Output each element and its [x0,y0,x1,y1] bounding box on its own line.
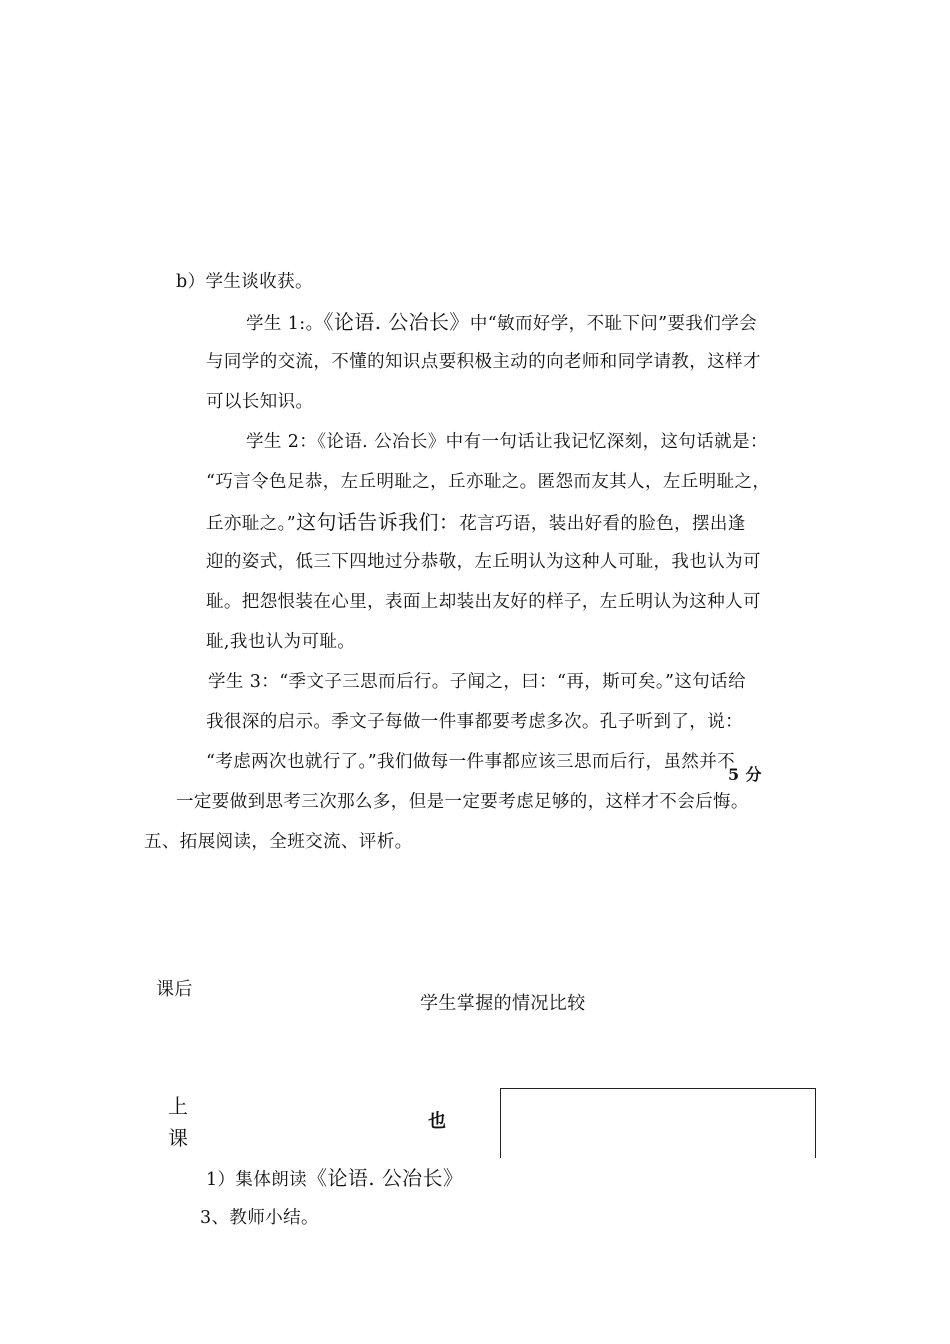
section-label: 课后 [156,979,193,1000]
table-cell-fragment: 也 [428,1111,447,1132]
side-label: 上 [168,1094,189,1118]
text-line [206,1166,463,1192]
text-line: 耻。把怨恨装在心里，表面上却装出友好的样子，左丘明认为这种人可 [206,592,761,612]
text-line [206,510,746,536]
text-line: “考虑两次也就行了。”我们做每一件事都应该三思而后行，虽然并不 [206,752,736,772]
table-frame [500,1088,816,1158]
text-line: 耻,我也认为可耻。 [206,632,356,652]
time-allocation-label: 5 分 [728,765,762,784]
text-line: 一定要做到思考三次那么多，但是一定要考虑足够的，这样才不会后悔。 [176,792,749,812]
text-line: “巧言令色足恭，左丘明耻之，丘亦耻之。匿怨而友其人，左丘明耻之， [206,472,771,492]
book-title: 《论语. 公冶长》 [323,310,470,334]
text-fragment: 丘亦耻之。” [206,514,297,534]
text-line: 我很深的启示。季文子每做一件事都要考虑多次。孔子听到了，说： [206,712,743,732]
text-fragment: 1）集体朗读 [206,1170,308,1190]
section-heading: 五、拓展阅读，全班交流、评析。 [144,832,413,852]
text-fragment-large: 这句话告诉我们： [296,510,460,534]
text-line: 学生 3：“季文子三思而后行。子闻之，曰：“再，斯可矣。”这句话给 [208,672,746,692]
text-line: 学生 2：《论语. 公冶长》中有一句话让我记忆深刻，这句话就是： [246,432,768,452]
text-line: b）学生谈收获。 [176,272,313,292]
text-line [246,310,757,336]
text-line: 可以长知识。 [206,392,314,412]
table-caption: 学生掌握的情况比较 [420,993,586,1014]
text-line: 与同学的交流，不懂的知识点要积极主动的向老师和同学请教，这样才 [206,352,761,372]
text-line: 3、教师小结。 [200,1208,319,1228]
side-label: 课 [168,1126,189,1150]
book-title: 《论语. 公冶长》 [307,1166,464,1190]
text-line: 迎的姿式，低三下四地过分恭敬，左丘明认为这种人可耻，我也认为可 [206,552,761,572]
text-fragment: 花言巧语，装出好看的脸色，摆出逢 [459,514,746,534]
text-fragment: 中“敏而好学，不耻下问”要我们学会 [469,314,758,334]
text-fragment: 学生 1:。 [246,314,324,334]
